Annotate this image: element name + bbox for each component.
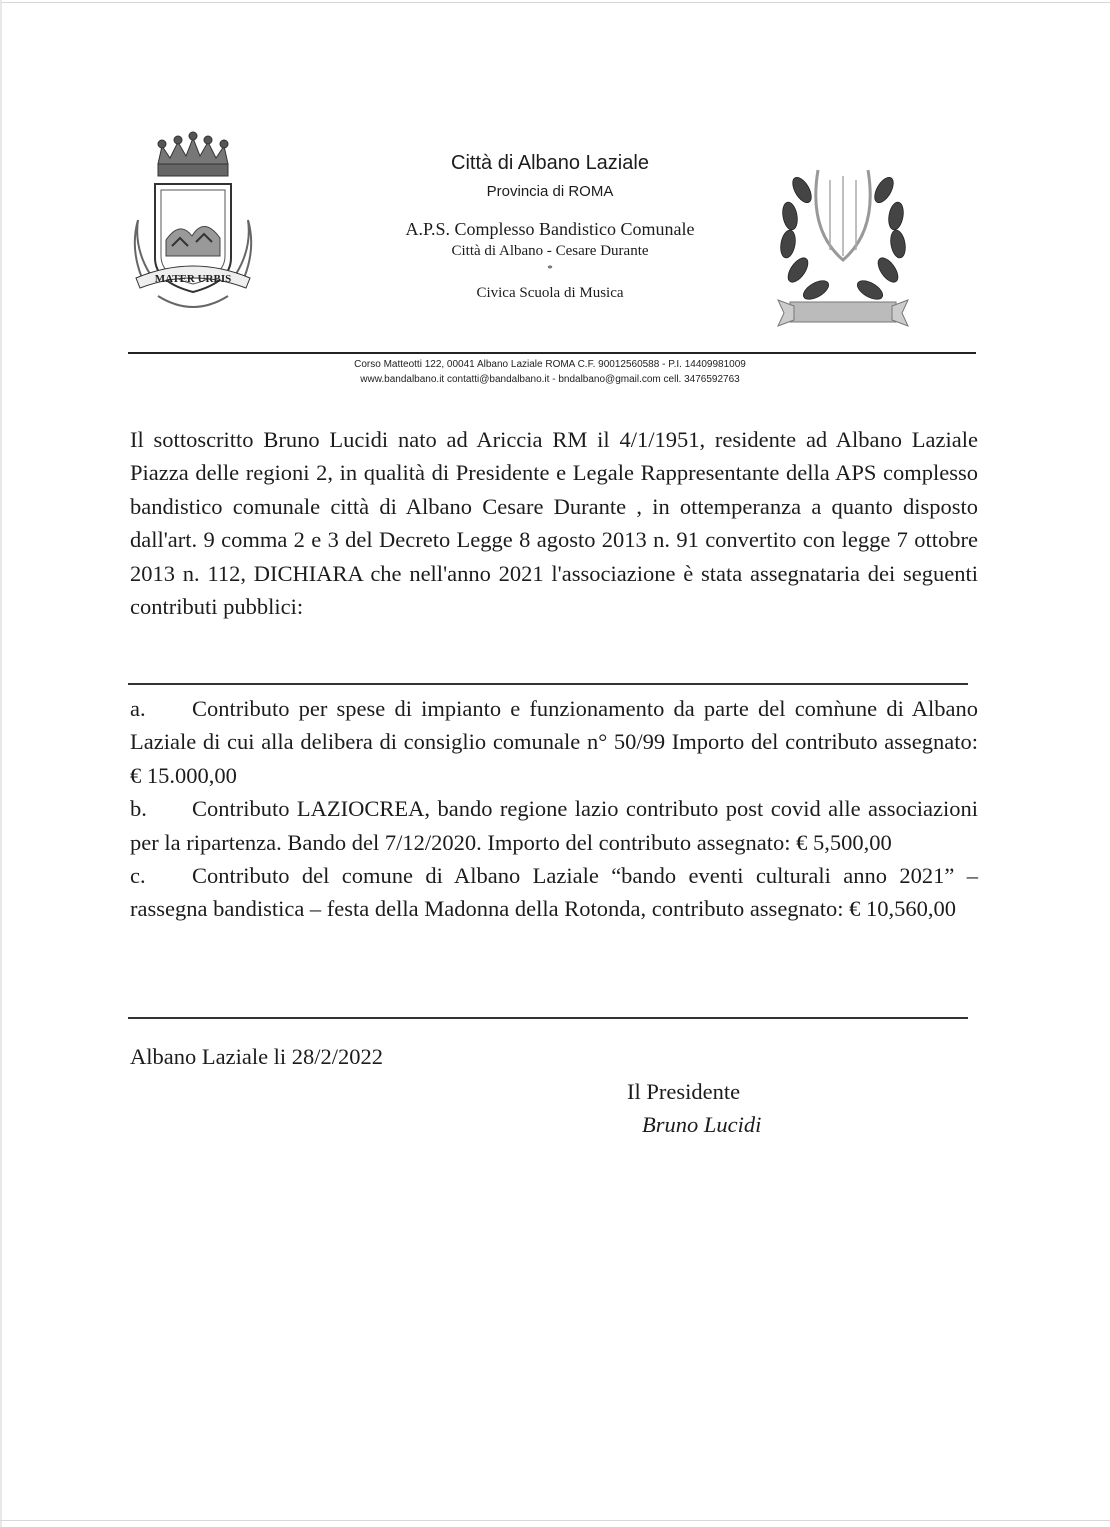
contribution-item (130, 859, 978, 926)
contact-address-line: Corso Matteotti 122, 00041 Albano Laziale ROMA C.F. 90012560588 - P.I. 14409981009 (354, 359, 746, 370)
item-letter: a. (130, 696, 146, 721)
lyre-laurel-wreath-icon (768, 140, 918, 332)
header-separator: * (547, 263, 553, 275)
signatory-name: Bruno Lucidi (642, 1112, 762, 1137)
item-text: Contributo LAZIOCREA, bando regione lazio contributo post covid alle associazioni per la ripartenza. Bando del 7/12/2020. Importo del contributo assegnato: € 5,500,00 (130, 796, 978, 855)
header-rule (128, 352, 976, 354)
signatory-role: Il Presidente (627, 1079, 741, 1104)
association-subtitle: Città di Albano - Cesare Durante (451, 243, 649, 259)
item-letter: c. (130, 863, 146, 889)
section-rule-top (128, 683, 968, 685)
city-name: Città di Albano Laziale (451, 152, 649, 174)
scan-left-edge (0, 0, 2, 1527)
section-rule-bottom (128, 1017, 968, 1019)
coat-of-arms-motto: MATER URBIS (154, 273, 232, 285)
item-letter: b. (130, 796, 147, 822)
scan-top-edge (0, 2, 1110, 3)
province-name: Provincia di ROMA (486, 183, 614, 200)
contact-web-line: www.bandalbano.it contatti@bandalbano.it - bndalbano@gmail.com cell. 3476592763 (360, 374, 740, 385)
scan-bottom-edge (0, 1520, 1110, 1521)
declaration-paragraph: Il sottoscritto Bruno Lucidi nato ad Ariccia RM il 4/1/1951, residente ad Albano Laziale Piazza delle regioni 2, in qualità di Presidente e Legale Rappresentante della APS complesso bandistico comunale città di Albano Cesare Durante , in ottemperanza a quanto disposto dall'art. 9 comma 2 e 3 del Decreto Legge 8 agosto 2013 n. 91 convertito con legge 7 ottobre 2013 n. 112, DICHIARA che nell'anno 2021 l'associazione è stata assegnataria dei seguenti contributi pubblici: (130, 427, 978, 620)
item-text: Contributo per spese di impianto e funzionamento da parte del comǹune di Albano Laziale di cui alla delibera di consiglio comunale n° 50/99 Importo del contributo assegnato: € 15.000,00 (130, 696, 978, 788)
contributions-list (130, 692, 978, 926)
contribution-item (130, 692, 978, 792)
contribution-item (130, 792, 978, 859)
association-name: A.P.S. Complesso Bandistico Comunale (405, 219, 695, 239)
school-name: Civica Scuola di Musica (476, 285, 624, 301)
municipal-coat-of-arms-icon (128, 128, 258, 324)
item-text: Contributo del comune di Albano Laziale “bando eventi culturali anno 2021” – rassegna bandistica – festa della Madonna della Rotonda, contributo assegnato: € 10,560,00 (130, 863, 978, 922)
place-and-date: Albano Laziale li 28/2/2022 (130, 1044, 384, 1069)
